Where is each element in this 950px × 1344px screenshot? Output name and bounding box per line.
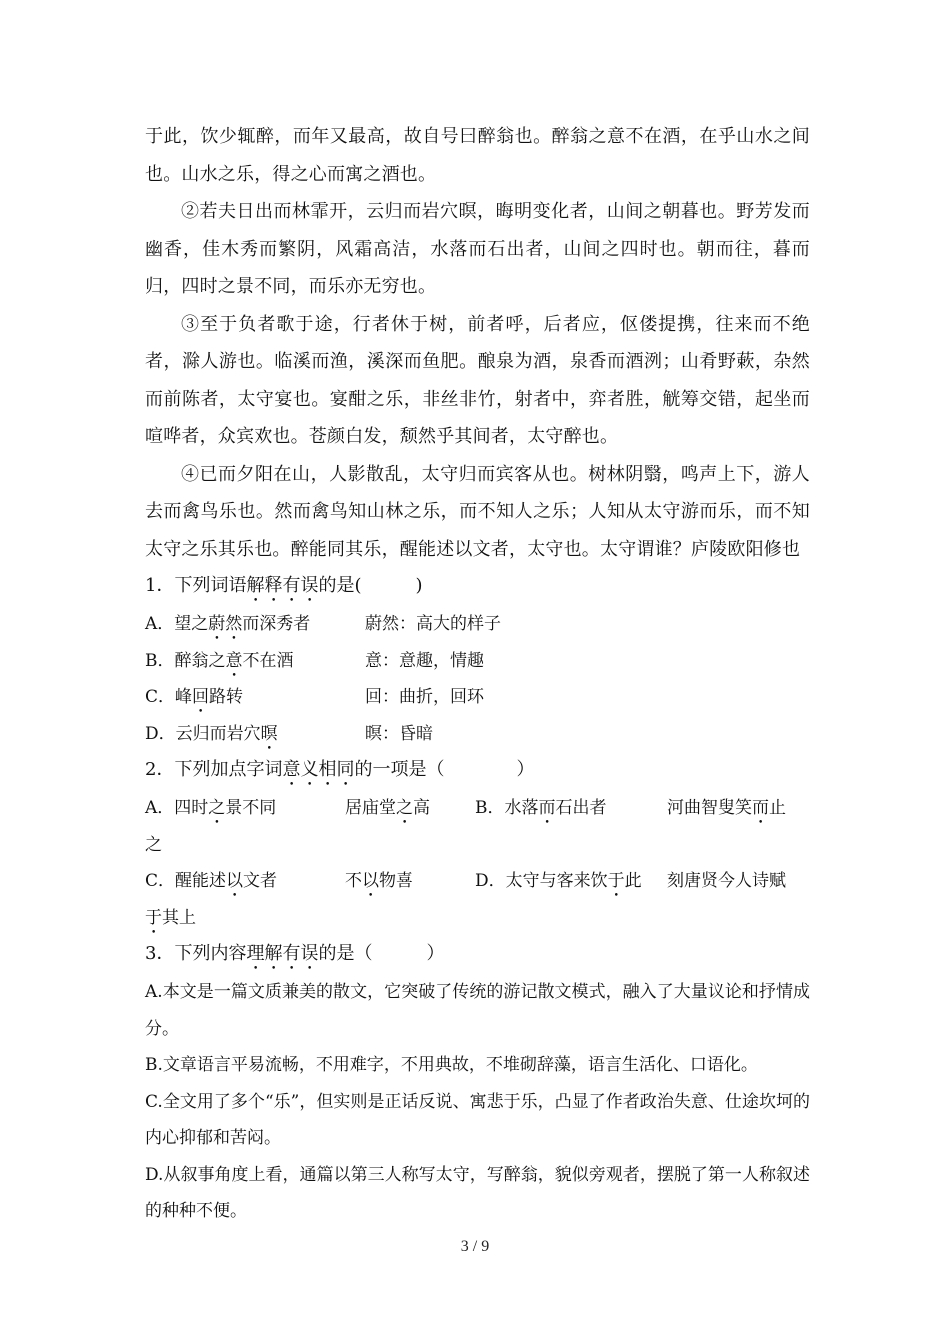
option-text: 河曲智叟笑 xyxy=(667,798,752,818)
question-3-stem-prefix: 3．下列内容 xyxy=(145,943,247,964)
option-gloss: 回：曲折，回环 xyxy=(365,687,484,707)
question-2-stem-emphasis: 意义相同 xyxy=(282,759,355,780)
question-3-stem-suffix: 的是（ ） xyxy=(318,943,445,964)
option-emphasis: 之 xyxy=(396,798,413,818)
question-1-option-b xyxy=(145,643,810,680)
question-2-options-cd xyxy=(145,863,810,900)
option-emphasis: 以 xyxy=(226,871,244,891)
question-3-option-a: A.本文是一篇文质兼美的散文，它突破了传统的游记散文模式，融入了大量议论和抒情成分。 xyxy=(145,982,810,1039)
question-1-stem xyxy=(145,568,810,606)
passage-paragraph-2: ②若夫日出而林霏开，云归而岩穴暝，晦明变化者，山间之朝暮也。野芳发而幽香，佳木秀而繁阴，风霜高洁，水落而石出者，山间之四时也。朝而往，暮而归，四时之景不同，而乐亦无穷也。 xyxy=(145,201,810,297)
question-1-option-c xyxy=(145,679,810,716)
question-2-option-c-pair xyxy=(345,863,413,901)
question-2-options-ab xyxy=(145,790,810,827)
option-text: 止 xyxy=(769,798,786,818)
option-emphasis: 而 xyxy=(538,798,556,818)
option-text: 居庙堂 xyxy=(345,798,396,818)
question-3-option-d: D.从叙事角度上看，通篇以第三人称写太守，写醉翁，貌似旁观者，摆脱了第一人称叙述的种种不便。 xyxy=(145,1164,810,1221)
option-emphasis: 暝 xyxy=(260,723,278,744)
option-text: 物喜 xyxy=(379,871,413,891)
option-text: 高 xyxy=(413,798,430,818)
option-text: 石出者 xyxy=(555,798,607,818)
question-1-stem-emphasis: 解释有误 xyxy=(246,575,319,596)
option-text: 之 xyxy=(145,834,162,855)
question-1-option-d xyxy=(145,716,810,753)
question-3-option-c: C.全文用了多个“乐”，但实则是正话反说、寓悲于乐，凸显了作者政治失意、仕途坎坷的内心抑郁和苦闷。 xyxy=(145,1091,810,1148)
option-text: 文者 xyxy=(243,871,278,891)
option-text: B．醉翁之 xyxy=(145,650,226,671)
option-text: 景不同 xyxy=(225,798,277,818)
option-gloss: 蔚然：高大的样子 xyxy=(365,614,501,634)
option-text: A．望之 xyxy=(145,614,209,634)
question-3-option-b: B.文章语言平易流畅，不用难字，不用典故，不堆砌辞藻，语言生活化、口语化。 xyxy=(145,1055,758,1075)
question-2-options-cd-wrap xyxy=(145,900,810,937)
question-1-option-a xyxy=(145,606,810,643)
option-emphasis: 以 xyxy=(362,871,379,891)
option-wrap xyxy=(145,900,196,938)
option-emphasis: 于 xyxy=(145,907,162,928)
option-text: 路转 xyxy=(209,687,244,707)
question-2-option-a xyxy=(145,790,276,828)
question-2-stem-prefix: 2．下列加点字词 xyxy=(145,759,283,780)
option-text: D．太守与客来饮 xyxy=(475,871,608,891)
option-gloss: 暝：昏暗 xyxy=(365,723,433,744)
question-2-option-a-pair xyxy=(345,790,430,828)
option-emphasis: 于 xyxy=(607,871,625,891)
question-2-option-b-pair xyxy=(667,790,786,828)
option-emphasis: 回 xyxy=(192,687,210,707)
option-emphasis: 意 xyxy=(225,650,243,671)
option-text: 不 xyxy=(345,871,362,891)
question-2-stem xyxy=(145,752,810,790)
question-2-stem-suffix: 的一项是（ ） xyxy=(354,759,535,780)
question-2-option-c xyxy=(145,863,277,901)
option-text: B．水落 xyxy=(475,798,539,818)
option-emphasis: 而 xyxy=(752,798,769,818)
question-3-stem-emphasis: 理解有误 xyxy=(246,943,319,964)
passage-paragraph-1: 于此，饮少辄醉，而年又最高，故自号曰醉翁也。醉翁之意不在酒，在乎山水之间也。山水之乐，得之心而寓之酒也。 xyxy=(145,126,810,185)
option-emphasis: 之 xyxy=(208,798,226,818)
question-3-stem xyxy=(145,936,810,974)
page-number: 3 / 9 xyxy=(460,1238,490,1255)
question-2-option-b xyxy=(475,790,607,828)
question-2-option-d xyxy=(475,863,642,901)
option-text: 而深秀者 xyxy=(242,614,311,634)
option-text: A．四时 xyxy=(145,798,209,818)
passage-paragraph-3: ③至于负者歌于途，行者休于树，前者呼，后者应，伛偻提携，往来而不绝者，滁人游也。临溪而渔，溪深而鱼肥。酿泉为酒，泉香而酒洌；山肴野蔌，杂然而前陈者，太守宴也。宴酣之乐，非丝非竹，射者中，弈者胜，觥筹交错，起坐而喧哗者，众宾欢也。苍颜白发，颓然乎其间者，太守醉也。 xyxy=(145,313,810,447)
document-content xyxy=(145,118,810,1230)
question-1-stem-prefix: 1．下列词语 xyxy=(145,575,247,596)
option-text: 不在酒 xyxy=(242,650,294,671)
option-text: D．云归而岩穴 xyxy=(145,723,261,744)
option-text: 其上 xyxy=(162,907,196,928)
question-1-stem-suffix: 的是( ) xyxy=(318,575,423,596)
option-emphasis: 蔚然 xyxy=(208,614,243,634)
passage-paragraph-4: ④已而夕阳在山，人影散乱，太守归而宾客从也。树林阴翳，鸣声上下，游人去而禽鸟乐也。然而禽鸟知山林之乐，而不知人之乐；人知从太守游而乐，而不知太守之乐其乐也。醉能同其乐，醒能述以文者，太守也。太守谓谁？庐陵欧阳修也 xyxy=(145,463,810,560)
option-text: C．峰 xyxy=(145,687,193,707)
question-2-options-ab-wrap xyxy=(145,827,810,864)
question-2-option-d-pair: 刻唐贤今人诗赋 xyxy=(667,871,786,891)
option-text: C．醒能述 xyxy=(145,871,227,891)
option-gloss: 意：意趣，情趣 xyxy=(365,650,484,671)
option-text: 此 xyxy=(624,871,642,891)
